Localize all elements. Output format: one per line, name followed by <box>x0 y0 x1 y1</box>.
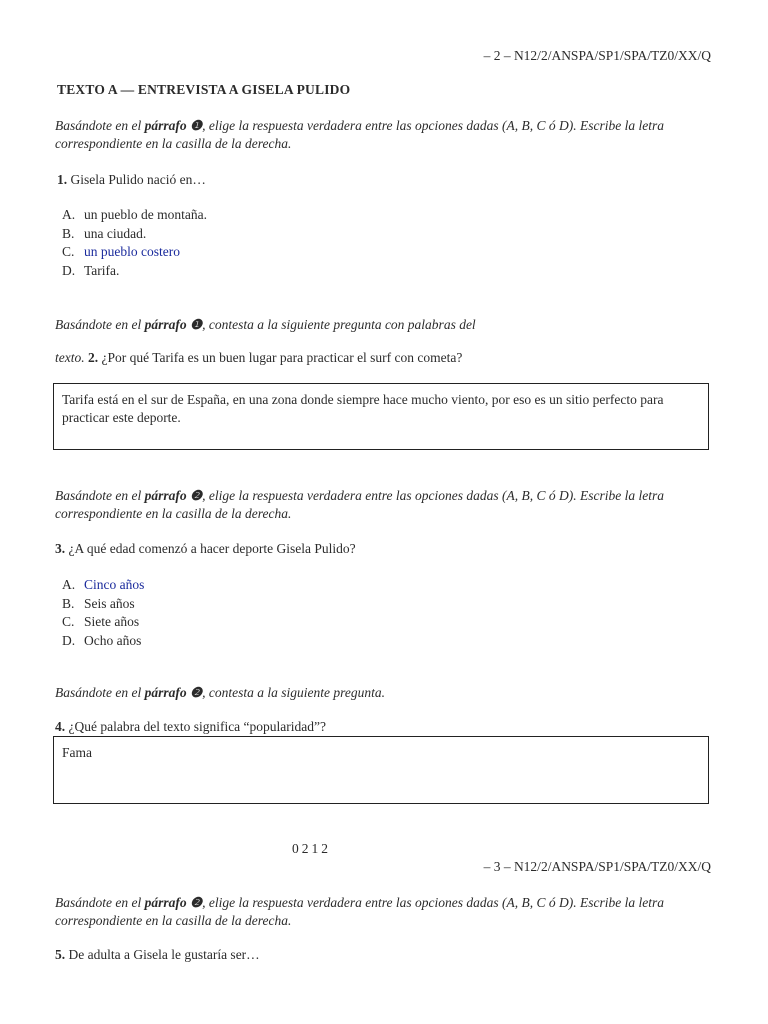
instruction-paragraph-2: Basándote en el párrafo ❶, contesta a la siguiente pregunta con palabras del <box>55 317 476 332</box>
option-c: C. un pueblo costero <box>62 244 180 259</box>
paragraph-reference: párrafo ❶ <box>144 118 203 133</box>
selected-answer: un pueblo costero <box>84 244 180 259</box>
question-number: 5. <box>55 947 66 962</box>
question-5 <box>55 947 260 963</box>
page-header: – 2 – N12/2/ANSPA/SP1/SPA/TZ0/XX/Q <box>483 48 711 63</box>
answer-text: Fama <box>62 745 92 760</box>
answer-box-2[interactable] <box>53 383 709 450</box>
section-title: TEXTO A — ENTREVISTA A GISELA PULIDO <box>57 82 351 97</box>
question-text: ¿Qué palabra del texto significa “popularidad”? <box>65 719 327 734</box>
question-2 <box>55 350 462 366</box>
question-number: 1. <box>57 172 68 187</box>
instruction-paragraph-3: Basándote en el párrafo ❷, elige la respuesta verdadera entre las opciones dadas (A, B, C ó D). Escribe la letra correspondiente en la casilla de la derecha. <box>55 488 665 521</box>
option-d: D. Tarifa. <box>62 262 120 278</box>
page-code: 0212 <box>292 841 331 856</box>
paragraph-reference: párrafo ❶ <box>144 317 203 332</box>
question-text: ¿A qué edad comenzó a hacer deporte Gisela Pulido? <box>65 541 356 556</box>
paragraph-reference: párrafo ❷ <box>144 488 203 503</box>
question-3-options <box>62 576 144 650</box>
answer-box-4[interactable] <box>53 736 709 804</box>
option-a: A. un pueblo de montaña. <box>62 207 207 222</box>
question-4 <box>55 719 326 735</box>
instruction-paragraph-4: Basándote en el párrafo ❷, contesta a la siguiente pregunta. <box>55 685 385 700</box>
instruction-continuation: texto. <box>55 350 85 365</box>
question-text: De adulta a Gisela le gustaría ser… <box>65 947 260 962</box>
question-number: 4. <box>55 719 66 734</box>
question-number: 2. <box>88 350 99 365</box>
question-3 <box>55 541 356 557</box>
instruction-text: , elige la respuesta verdadera entre las opciones dadas (A, B, C ó D). Escribe la letra correspondiente en la casilla de la derecha. <box>55 118 665 151</box>
instruction-paragraph-1 <box>55 117 715 153</box>
option-d: D. Ocho años <box>62 632 142 648</box>
question-number: 3. <box>55 541 66 556</box>
paragraph-reference: párrafo ❷ <box>144 895 203 910</box>
instruction-paragraph-5: Basándote en el párrafo ❷, elige la respuesta verdadera entre las opciones dadas (A, B, C ó D). Escribe la letra correspondiente en la casilla de la derecha. <box>55 895 665 928</box>
page-header: – 3 – N12/2/ANSPA/SP1/SPA/TZ0/XX/Q <box>483 859 711 874</box>
question-text: Gisela Pulido nació en… <box>67 172 206 187</box>
option-b: B. Seis años <box>62 595 135 611</box>
selected-answer: Cinco años <box>84 577 145 592</box>
option-b: B. una ciudad. <box>62 225 147 241</box>
option-c: C. Siete años <box>62 614 140 629</box>
answer-text: Tarifa está en el sur de España, en una zona donde siempre hace mucho viento, por eso es un sitio perfecto para practicar este deporte. <box>62 392 664 425</box>
question-1-options <box>62 206 207 280</box>
instruction-text: Basándote en el <box>55 118 145 133</box>
option-a: A. Cinco años <box>62 577 145 592</box>
question-text: ¿Por qué Tarifa es un buen lugar para practicar el surf con cometa? <box>98 350 463 365</box>
paragraph-reference: párrafo ❷ <box>144 685 203 700</box>
question-1 <box>57 172 206 188</box>
